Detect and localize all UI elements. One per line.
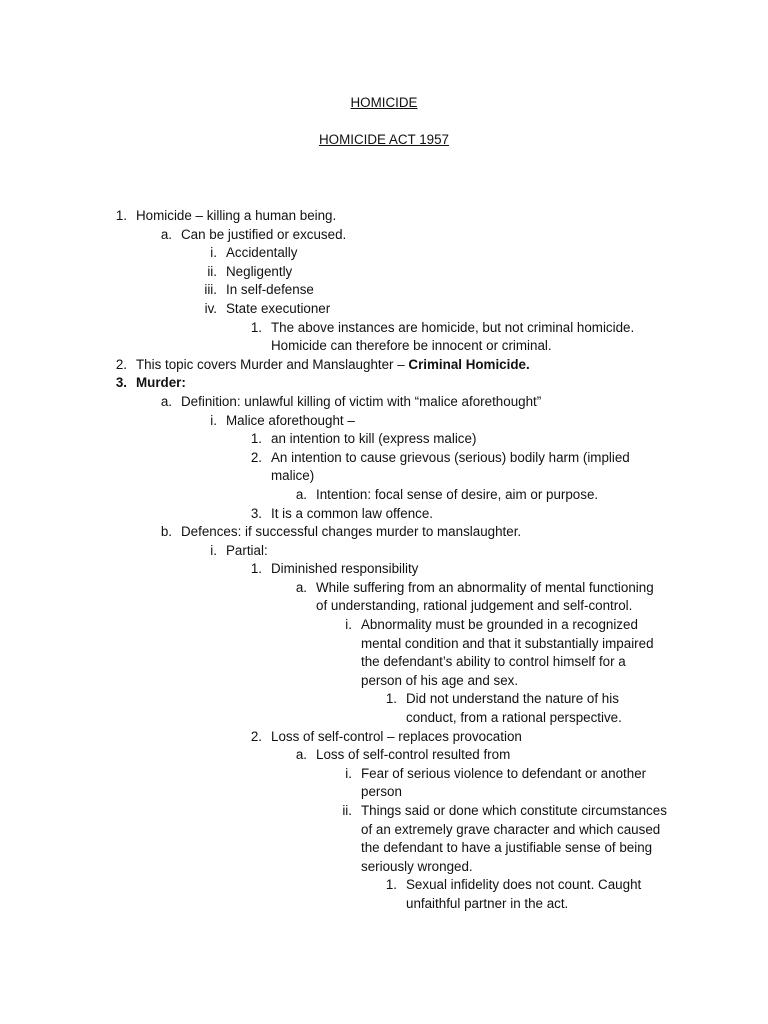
outline-bold-text: Criminal Homicide. (408, 356, 530, 372)
outline-continuation: seriously wronged. (361, 858, 473, 874)
outline-item (0, 263, 768, 282)
outline-text: Fear of serious violence to defendant or another (361, 765, 647, 781)
outline-item (0, 560, 768, 579)
outline-continuation: of understanding, rational judgement and self-control. (316, 598, 633, 614)
outline-marker: a. (295, 579, 307, 595)
outline-continuation: conduct, from a rational perspective. (406, 710, 622, 726)
outline-text: In self-defense (226, 282, 314, 298)
outline-text: While suffering from an abnormality of mental functioning (316, 579, 654, 595)
outline-marker: i. (345, 617, 352, 633)
outline-continuation: Homicide can therefore be innocent or criminal. (271, 338, 552, 354)
outline-text: Abnormality must be grounded in a recognized (361, 617, 638, 633)
outline-text: Loss of self-control resulted from (316, 747, 511, 763)
outline-item (0, 523, 768, 542)
outline-text: Defences: if successful changes murder to manslaughter. (181, 524, 522, 540)
outline-text: Did not understand the nature of his (406, 691, 619, 707)
outline-item (0, 765, 768, 802)
outline-text: The above instances are homicide, but not criminal homicide. (271, 319, 635, 335)
outline-marker: i. (345, 765, 352, 781)
outline-continuation: malice) (271, 468, 315, 484)
outline-item (0, 244, 768, 263)
document-title: HOMICIDE (350, 95, 418, 110)
outline-item (0, 300, 768, 319)
outline-text: Intention: focal sense of desire, aim or purpose. (316, 486, 599, 502)
outline-marker: 1. (385, 877, 397, 893)
outline-marker: a. (160, 393, 172, 409)
outline-marker: 2. (250, 449, 262, 465)
outline-marker: a. (295, 486, 307, 502)
outline-item (0, 374, 768, 393)
outline-marker: 1. (385, 691, 397, 707)
outline-list (0, 207, 768, 914)
outline-text: Malice aforethought – (226, 412, 355, 428)
outline-item (0, 319, 768, 356)
outline-continuation: of an extremely grave character and which caused (361, 821, 661, 837)
outline-marker: 1. (250, 319, 262, 335)
outline-marker: i. (210, 412, 217, 428)
outline-marker: 1. (250, 431, 262, 447)
outline-text: Things said or done which constitute circumstances (361, 803, 667, 818)
outline-marker: b. (160, 524, 172, 540)
outline-marker: i. (210, 245, 217, 261)
outline-text: Loss of self-control – replaces provocation (271, 728, 522, 744)
outline-item (0, 412, 768, 431)
outline-marker: 3. (250, 505, 262, 521)
outline-continuation: the defendant’s ability to control himself for a (361, 654, 626, 670)
outline-text: Murder: (136, 375, 186, 391)
outline-text: An intention to cause grievous (serious) bodily harm (implied (271, 449, 630, 465)
outline-marker: iii. (204, 282, 217, 298)
outline-item (0, 430, 768, 449)
outline-item (0, 746, 768, 765)
outline-item (0, 207, 768, 226)
outline-text: State executioner (226, 300, 331, 316)
outline-text: It is a common law offence. (271, 505, 434, 521)
outline-text: This topic covers Murder and Manslaughter – (136, 356, 409, 372)
outline-marker: 1. (115, 208, 127, 223)
outline-item (0, 876, 768, 913)
outline-marker: 2. (250, 728, 262, 744)
outline-continuation: person of his age and sex. (361, 672, 519, 688)
outline-item (0, 486, 768, 505)
outline-item (0, 393, 768, 412)
outline-item (0, 579, 768, 616)
outline-item (0, 449, 768, 486)
outline-item (0, 226, 768, 245)
outline-item (0, 505, 768, 524)
outline-continuation: person (361, 784, 402, 800)
outline-text: Accidentally (226, 245, 298, 261)
outline-marker: i. (210, 542, 217, 558)
outline-text: Negligently (226, 263, 293, 279)
outline-text: an intention to kill (express malice) (271, 431, 477, 447)
outline-continuation: mental condition and that it substantially impaired (361, 635, 654, 651)
outline-marker: 2. (115, 356, 127, 372)
outline-text: Sexual infidelity does not count. Caught (406, 877, 642, 893)
outline-marker: ii. (342, 803, 352, 818)
outline-text: Homicide – killing a human being. (136, 208, 337, 223)
outline-item (0, 802, 768, 876)
outline-continuation: the defendant to have a justifiable sense of being (361, 840, 653, 856)
outline-marker: 3. (115, 375, 127, 391)
outline-marker: ii. (207, 263, 217, 279)
outline-item (0, 281, 768, 300)
outline-item (0, 616, 768, 690)
outline-text: Definition: unlawful killing of victim with “malice aforethought” (181, 393, 542, 409)
outline-marker: a. (160, 226, 172, 242)
outline-continuation: unfaithful partner in the act. (406, 895, 569, 911)
outline-item (0, 690, 768, 727)
outline-item (0, 542, 768, 561)
outline-text: Partial: (226, 542, 268, 558)
outline-item (0, 728, 768, 747)
document-subtitle: HOMICIDE ACT 1957 (319, 132, 449, 147)
outline-text: Can be justified or excused. (181, 226, 347, 242)
outline-marker: 1. (250, 561, 262, 577)
outline-marker: iv. (204, 300, 217, 316)
outline-item (0, 356, 768, 375)
outline-marker: a. (295, 747, 307, 763)
outline-text: Diminished responsibility (271, 561, 419, 577)
